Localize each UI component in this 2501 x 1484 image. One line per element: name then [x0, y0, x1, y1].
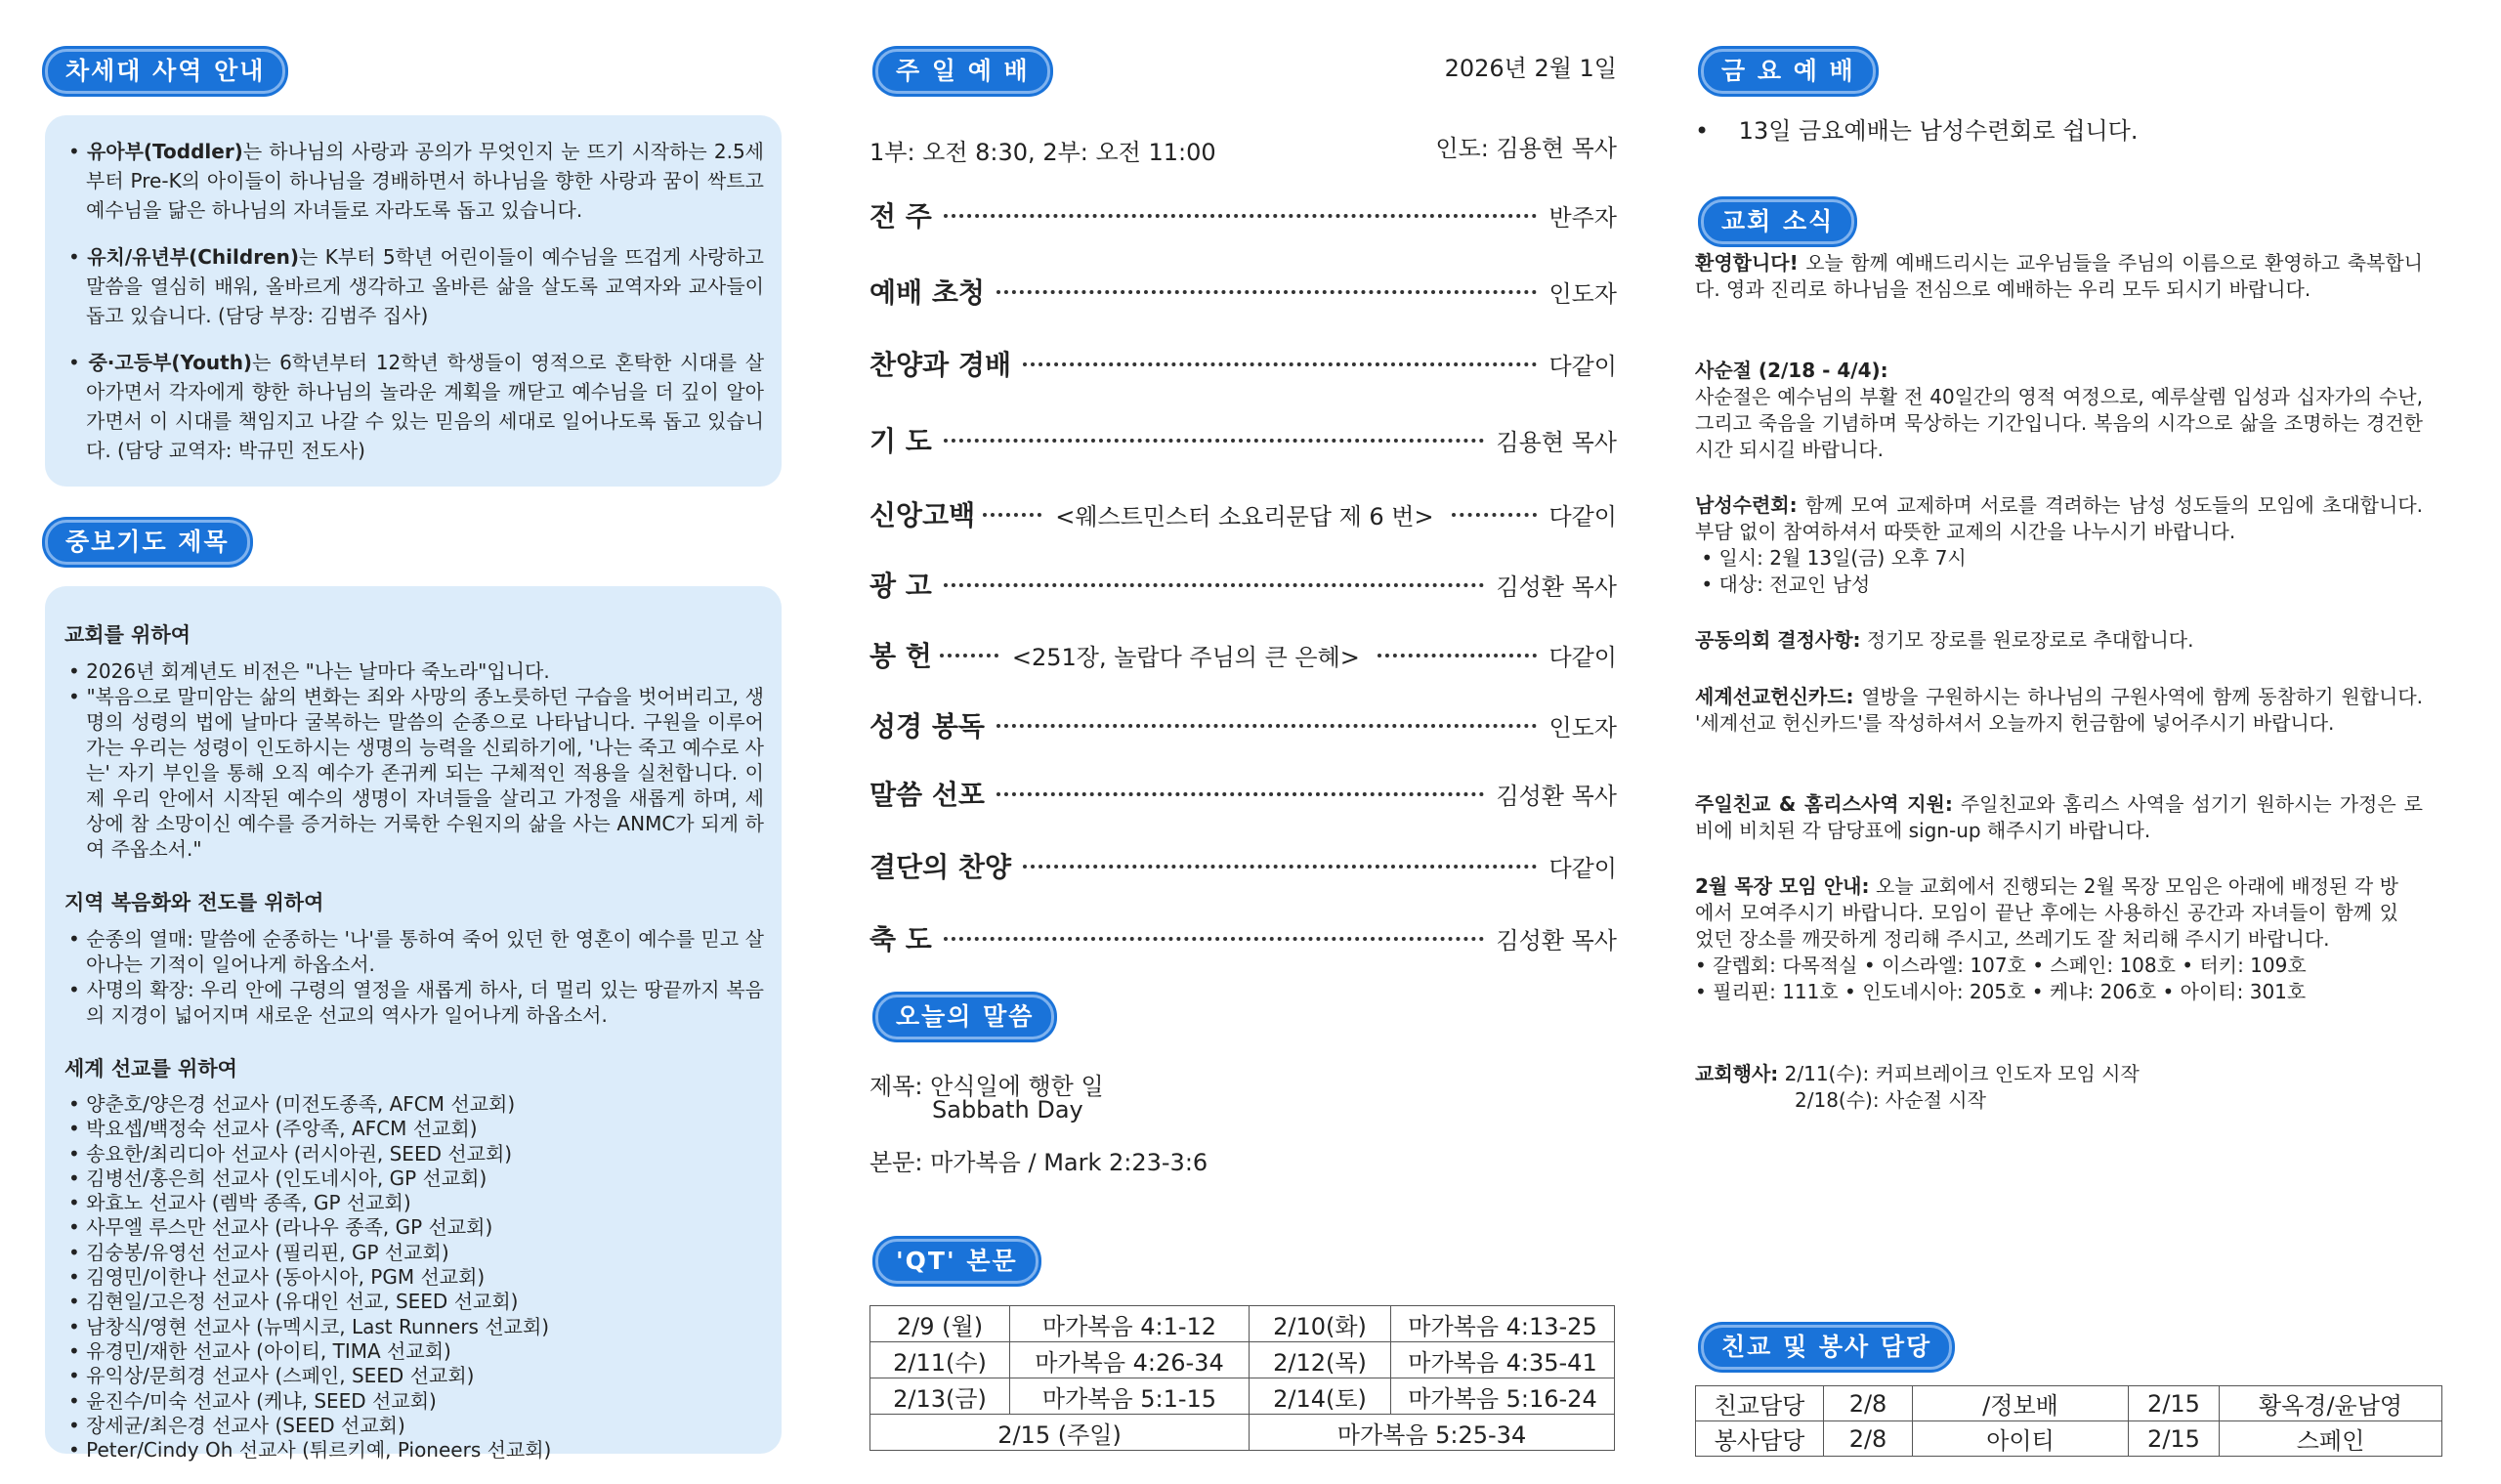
word-subject-en: Sabbath Day — [932, 1096, 1083, 1124]
table-row: 2/13(금) 마가복음 5:1-15 2/14(토) 마가복음 5:16-24 — [870, 1378, 1615, 1415]
news-mens-retreat: 남성수련회: 함께 모여 교제하며 서로를 격려하는 남성 성도들의 모임에 초대합니다. 부담 없이 참여하셔서 따뜻한 교제의 시간을 나누시기 바랍니다. • 일시: 2월 13일(금) 오후 7시 • 대상: 전교인 남성 — [1695, 493, 2423, 596]
news-events: 교회행사: 2/11(수): 커피브레이크 인도자 모임 시작 2/18(수): 사순절 시작 — [1695, 1062, 2140, 1112]
missionary-item: • 김숭봉/유영선 선교사 (필리핀, GP 선교회) — [68, 1240, 449, 1264]
missionary-item: • 사무엘 루스만 선교사 (라나우 종족, GP 선교회) — [68, 1215, 493, 1240]
table-row: 봉사담당 2/8 아이티 2/15 스페인 — [1696, 1421, 2442, 1457]
missionary-item: • 박요셉/백정숙 선교사 (주앙족, AFCM 선교회) — [68, 1117, 478, 1141]
order-row — [869, 420, 1617, 459]
order-row — [869, 272, 1617, 311]
table-row: 2/15 (주일) 마가복음 5:25-34 — [870, 1415, 1615, 1451]
order-row — [869, 344, 1617, 383]
missionary-item: • Peter/Cindy Oh 선교사 (튀르키예, Pioneers 선교회) — [68, 1438, 552, 1463]
order-row — [869, 494, 1617, 533]
prayer-mission-heading: 세계 선교를 위하여 — [64, 1057, 237, 1081]
ministry-box — [45, 115, 782, 487]
order-name: 예배 초청 — [869, 276, 985, 309]
order-row — [869, 635, 1617, 674]
sunday-service-title: 주 일 예 배 — [875, 49, 1050, 94]
missionary-item: • 와효노 선교사 (렘박 종족, GP 선교회) — [68, 1191, 411, 1215]
order-row — [869, 705, 1617, 744]
order-detail: <웨스트민스터 소요리문답 제 6 번> — [1055, 503, 1434, 530]
prayer-title: 중보기도 제목 — [45, 520, 250, 565]
prayer-church-item: • "복음으로 말미암는 삶의 변화는 죄와 사망의 종노릇하던 구습을 벗어버리고, 생명의 성령의 법에 날마다 굴복하는 말씀의 순종으로 나타납니다. 구원을 이루어가는 우리는 성령이 인도하시는 생명의 능력을 신뢰하기에, '나는 죽고 예수로 사는' 자기 부인을 통해 오직 예수가 존귀케 되는 구체적인 적용을 실천합니다. 이제 우리 안에서 시작된 예수의 생명이 자녀들을 살리고 가정을 새롭게 하며, 세상에 참 소망이신 예수를 증거하는 거룩한 수원지의 삶을 사는 ANMC가 되게 하여 주옵소서." — [68, 685, 764, 861]
news-mission-card: 세계선교헌신카드: 열방을 구원하시는 하나님의 구원사역에 함께 동참하기 원합니다. '세계선교 헌신카드'를 작성하셔서 오늘까지 헌금함에 넣어주시기 바랍니다. — [1695, 685, 2423, 735]
prayer-church-heading: 교회를 위하여 — [64, 623, 191, 647]
missionary-item: • 윤진수/미숙 선교사 (케냐, SEED 선교회) — [68, 1388, 437, 1413]
missionary-item: • 양춘호/양은경 선교사 (미전도종족, AFCM 선교회) — [68, 1092, 516, 1116]
missionary-item: • 김영민/이한나 선교사 (동아시아, PGM 선교회) — [68, 1265, 486, 1290]
prayer-local-item: • 사명의 확장: 우리 안에 구령의 열정을 새롭게 하사, 더 멀리 있는 땅끝까지 복음의 지경이 넓어지며 새로운 선교의 역사가 일어나게 하옵소서. — [68, 978, 765, 1027]
todays-word-title: 오늘의 말씀 — [875, 995, 1054, 1039]
prayer-local-item: • 순종의 열매: 말씀에 순종하는 '나'를 통하여 죽어 있던 한 영혼이 예수를 믿고 살아나는 기적이 일어나게 하옵소서. — [68, 927, 764, 976]
order-row — [869, 195, 1617, 234]
table-row: 2/9 (월) 마가복음 4:1-12 2/10(화) 마가복음 4:13-25 — [870, 1306, 1615, 1342]
order-person: 다같이 — [1548, 503, 1617, 530]
order-name: 전 주 — [869, 200, 932, 233]
order-name: 신앙고백 — [869, 499, 976, 531]
missionary-item: • 유경민/재한 선교사 (아이티, TIMA 선교회) — [68, 1338, 451, 1363]
prayer-box — [45, 586, 782, 1463]
ministry-title: 차세대 사역 안내 — [45, 49, 285, 94]
order-name: 봉 헌 — [869, 640, 932, 672]
ministry-item-toddler: • 유아부(Toddler)는 하나님의 사랑과 공의가 무엇인지 눈 뜨기 시작하는 2.5세부터 Pre-K의 아이들이 하나님을 경배하면서 하나님을 향한 사랑과 꿈이 싹트고 예수님을 닮은 하나님의 자녀들로 자라도록 돕고 있습니다. — [68, 140, 765, 222]
table-row: 2/11(수) 마가복음 4:26-34 2/12(목) 마가복음 4:35-41 — [870, 1342, 1615, 1378]
qt-title: 'QT' 본문 — [875, 1239, 1039, 1284]
order-person: 김성환 목사 — [1496, 783, 1617, 810]
missionary-item: • 김병선/홍은희 선교사 (인도네시아, GP 선교회) — [68, 1166, 487, 1190]
prayer-church-item: • 2026년 회계년도 비전은 "나는 날마다 죽노라"입니다. — [68, 659, 550, 683]
order-name: 찬양과 경배 — [869, 349, 1011, 381]
missionary-item: • 김현일/고은정 선교사 (유대인 선교, SEED 선교회) — [68, 1290, 519, 1314]
news-mokjang: 2월 목장 모임 안내: 오늘 교회에서 진행되는 2월 목장 모임은 아래에 배정된 각 방에서 모여주시기 바랍니다. 모임이 끝난 후에는 사용하신 공간과 자녀들이 함께 있었던 장소를 깨끗하게 정리해 주시고, 쓰레기도 잘 처리해 주시기 바랍니다. • 갈렙회: 다목적실 • 이스라엘: 107호 • 스페인: 108호 • 터키: 109호 • 필리핀: 111호 • 인도네시아: 205호 • 케냐: 206호 • 아이티: 301호 — [1695, 874, 2398, 1003]
missionary-list — [64, 1092, 764, 1463]
ministry-item-children: • 유치/유년부(Children)는 K부터 5학년 어린이들이 예수님을 뜨겁게 사랑하고 말씀을 열심히 배워, 올바르게 생각하고 올바른 삶을 살도록 교역자와 교사들이 돕고 있습니다. (담당 부장: 김범주 집사) — [68, 245, 764, 327]
missionary-item: • 송요한/최리디아 선교사 (러시아권, SEED 선교회) — [68, 1141, 513, 1166]
missionary-item: • 유익상/문희경 선교사 (스페인, SEED 선교회) — [68, 1364, 475, 1388]
order-name: 말씀 선포 — [869, 779, 985, 811]
order-row — [869, 846, 1617, 885]
order-name: 기 도 — [869, 425, 932, 457]
service-duty-table — [1695, 1385, 2442, 1457]
order-person: 김성환 목사 — [1496, 573, 1617, 601]
word-passage: 본문: 마가복음 / Mark 2:23-3:6 — [869, 1149, 1208, 1176]
news-council: 공동의회 결정사항: 정기모 장로를 원로장로로 추대합니다. — [1695, 628, 2194, 652]
order-row — [869, 565, 1617, 604]
ministry-item-youth: • 중·고등부(Youth)는 6학년부터 12학년 학생들이 영적으로 혼탁한 시대를 살아가면서 각자에게 향한 하나님의 놀라운 계획을 깨닫고 예수님을 더 깊이 알아가면서 이 시대를 책임지고 나갈 수 있는 믿음의 세대로 일어나도록 돕고 있습니다. (담당 교역자: 박규민 전도사) — [68, 351, 765, 462]
missionary-item: • 남창식/영현 선교사 (뉴멕시코, Last Runners 선교회) — [68, 1314, 550, 1338]
order-person: 다같이 — [1548, 353, 1617, 380]
prayer-local-heading: 지역 복음화와 전도를 위하여 — [64, 891, 324, 914]
order-person: 인도자 — [1548, 714, 1617, 742]
friday-service-title: 금 요 예 배 — [1701, 49, 1876, 94]
friday-note: • 13일 금요예배는 남성수련회로 쉽니다. — [1695, 117, 2139, 145]
service-times: 1부: 오전 8:30, 2부: 오전 11:00 — [869, 139, 1216, 166]
order-person: 다같이 — [1548, 644, 1617, 671]
order-person: 인도자 — [1548, 280, 1617, 308]
news-fellowship: 주일친교 & 홈리스사역 지원: 주일친교와 홈리스 사역을 섬기기 원하시는 가정은 로비에 비치된 각 담당표에 sign-up 해주시기 바랍니다. — [1695, 792, 2423, 842]
church-news-title: 교회 소식 — [1701, 199, 1854, 244]
order-person: 반주자 — [1548, 204, 1617, 232]
order-row — [869, 918, 1617, 957]
news-welcome: 환영합니다! 오늘 함께 예배드리시는 교우님들을 주님의 이름으로 환영하고 축복합니다. 영과 진리로 하나님을 전심으로 예배하는 우리 모두 되시기 바랍니다. — [1695, 251, 2423, 301]
order-name: 결단의 찬양 — [869, 851, 1011, 883]
order-detail: <251장, 놀랍다 주님의 큰 은혜> — [1011, 644, 1360, 671]
order-name: 광 고 — [869, 570, 932, 602]
news-lent: 사순절 (2/18 - 4/4): 사순절은 예수님의 부활 전 40일간의 영적 여정으로, 예루살렘 입성과 십자가의 수난, 그리고 죽음을 기념하며 묵상하는 기간입니다. 복음의 시각으로 삶을 조명하는 경건한 시간 되시길 바랍니다. — [1695, 359, 2423, 461]
order-person: 김성환 목사 — [1496, 927, 1617, 954]
order-name: 성경 봉독 — [869, 710, 985, 742]
qt-table — [869, 1305, 1615, 1451]
service-date: 2026년 2월 1일 — [1444, 55, 1617, 82]
order-name: 축 도 — [869, 923, 932, 955]
missionary-item: • 장세균/최은경 선교사 (SEED 선교회) — [68, 1413, 405, 1437]
word-subject: 제목: 안식일에 행한 일 — [869, 1073, 1104, 1100]
service-duty-title: 친교 및 봉사 담당 — [1701, 1325, 1952, 1370]
order-row — [869, 774, 1617, 813]
table-row: 친교담당 2/8 /정보배 2/15 황옥경/윤남영 — [1696, 1386, 2442, 1421]
order-person: 김용현 목사 — [1496, 429, 1617, 456]
service-leader: 인도: 김용현 목사 — [1435, 135, 1617, 162]
order-person: 다같이 — [1548, 855, 1617, 882]
